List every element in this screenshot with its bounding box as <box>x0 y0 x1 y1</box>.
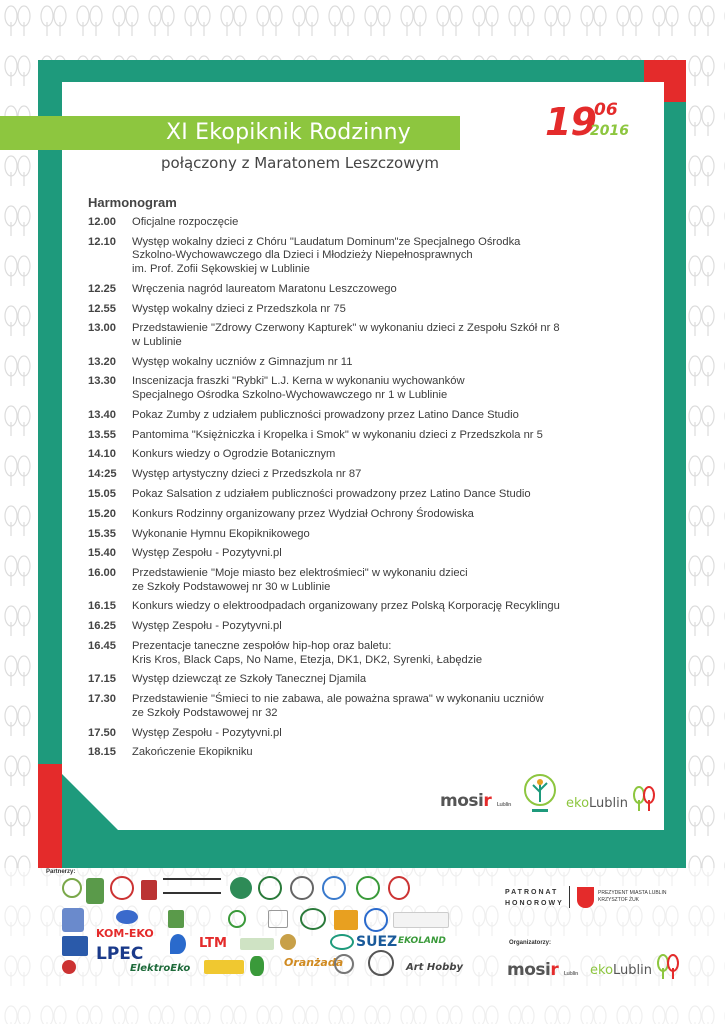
partner-logo-26 <box>62 960 76 974</box>
footer-mosir-logo-r: r <box>550 960 559 980</box>
event-title: XI Ekopiknik Rodzinny <box>166 120 411 145</box>
partner-logo-11 <box>388 876 410 900</box>
schedule-item <box>88 673 648 687</box>
footer-mosir-logo-text: mosi <box>507 960 551 980</box>
schedule-time: 12.25 <box>88 282 116 295</box>
schedule-time: 13.55 <box>88 428 116 441</box>
schedule-item <box>88 600 648 614</box>
schedule-description: Występ Zespołu - Pozytyvni.pl <box>132 726 282 739</box>
partner-logo-13 <box>116 910 138 924</box>
partner-logo-25 <box>330 934 354 950</box>
schedule-item <box>88 356 648 370</box>
partner-logo-7 <box>258 876 282 900</box>
partner-logo-27 <box>204 960 244 974</box>
schedule-item <box>88 620 648 634</box>
partner-logo-18 <box>334 910 358 930</box>
partner-logo-17 <box>300 908 326 930</box>
schedule-description: Inscenizacja fraszki "Rybki" L.J. Kerna w wykonaniu wychowanków Specjalnego Ośrodka Szkolno-Wychowawczego nr 1 w Lublinie <box>132 375 465 402</box>
event-subtitle: połączony z Maratonem Leszczowym <box>161 154 439 172</box>
schedule-time: 16.00 <box>88 567 116 580</box>
schedule-time: 17.30 <box>88 693 116 706</box>
partner-logo-9 <box>322 876 346 900</box>
partner-logo-20 <box>393 912 449 928</box>
schedule-time: 15.05 <box>88 487 116 500</box>
schedule-description: Pokaz Zumby z udziałem publiczności prowadzony przez Latino Dance Studio <box>132 408 519 421</box>
patronat-line-2: HONOROWY <box>505 900 564 907</box>
schedule-description: Konkurs wiedzy o elektroodpadach organizowany przez Polską Korporację Recyklingu <box>132 600 560 613</box>
patronat-line-1: PATRONAT <box>505 889 559 896</box>
schedule-item <box>88 508 648 522</box>
ekolublin-logo-suffix: Lublin <box>589 796 628 811</box>
schedule-time: 12.00 <box>88 216 116 228</box>
partners-label: Partnerzy: <box>46 869 76 875</box>
schedule-description: Konkurs wiedzy o Ogrodzie Botanicznym <box>132 448 336 461</box>
schedule-item <box>88 283 648 297</box>
schedule-time: 17.50 <box>88 726 116 739</box>
schedule-description: Występ artystyczny dzieci z Przedszkola nr 87 <box>132 468 362 481</box>
date-year: 2016 <box>590 123 629 139</box>
partner-logo-5 <box>163 878 221 894</box>
schedule-list <box>88 216 648 766</box>
ogrod-logo-icon <box>522 772 558 816</box>
partner-oranzada: Oranżada <box>284 956 344 969</box>
schedule-time: 14.10 <box>88 448 116 461</box>
schedule-item <box>88 322 648 349</box>
footer-ekolublin-logo <box>590 963 652 978</box>
date-day: 19 <box>545 100 596 144</box>
partner-logo-14 <box>168 910 184 928</box>
schedule-description: Oficjalne rozpoczęcie <box>132 216 239 228</box>
schedule-time: 17.15 <box>88 673 116 686</box>
ekolublin-logo <box>566 796 628 811</box>
schedule-item <box>88 727 648 741</box>
president-line-1: PREZYDENT MIASTA LUBLIN <box>598 890 667 896</box>
schedule-time: 16.15 <box>88 600 116 613</box>
schedule-item <box>88 303 648 317</box>
schedule-item <box>88 528 648 542</box>
partner-logo-10 <box>356 876 380 900</box>
partner-komeko: KOM-EKO <box>96 927 154 940</box>
schedule-item <box>88 448 648 462</box>
partner-logo-28 <box>250 956 264 976</box>
partner-suez: SUEZ <box>356 934 398 950</box>
schedule-description: Występ Zespołu - Pozytyvni.pl <box>132 620 282 633</box>
schedule-description: Występ wokalny uczniów z Gimnazjum nr 11 <box>132 355 353 368</box>
footer-mosir-logo <box>507 960 578 980</box>
partner-logo-15 <box>228 910 246 928</box>
partner-logo-23 <box>240 938 274 950</box>
schedule-heading: Harmonogram <box>88 195 177 210</box>
footer-ekolublin-suffix: Lublin <box>613 963 652 978</box>
schedule-item <box>88 547 648 561</box>
schedule-time: 15.35 <box>88 527 116 540</box>
schedule-description: Występ wokalny dzieci z Chóru "Laudatum Dominum"ze Specjalnego Ośrodka Szkolno-Wychowawczego dla Dzieci i Młodzieży Niepełnosprawnych im. Prof. Zofii Sękowskiej w Lublinie <box>132 235 521 275</box>
partner-logo-19 <box>364 908 388 932</box>
partner-arthobby: Art Hobby <box>406 962 464 973</box>
partner-logo-12 <box>62 908 84 932</box>
ekolublin-logo-prefix: eko <box>566 796 590 811</box>
schedule-description: Przedstawienie "Moje miasto bez elektrośmieci" w wykonaniu dzieci ze Szkoły Podstawowej nr 30 w Lublinie <box>132 567 468 593</box>
schedule-item <box>88 746 648 760</box>
partner-logo-16 <box>268 910 288 928</box>
partner-logo-1 <box>62 878 82 898</box>
partner-ltm: LTM <box>199 936 227 951</box>
partner-lpec: LPEC <box>96 944 144 964</box>
schedule-description: Wykonanie Hymnu Ekopiknikowego <box>132 527 310 540</box>
schedule-time: 18.15 <box>88 746 116 759</box>
partner-ekoland: EKOLAND <box>398 936 446 946</box>
president-label <box>598 890 666 904</box>
schedule-time: 13.20 <box>88 355 116 368</box>
schedule-description: Prezentacje taneczne zespołów hip-hop oraz baletu: Kris Kros, Black Caps, No Name, Etezja, DK1, DK2, Syrenki, Łabędzie <box>132 640 483 666</box>
footer-ekolublin-prefix: eko <box>590 963 614 978</box>
schedule-description: Pantomima "Księżniczka i Kropelka i Smok" w wykonaniu dzieci z Przedszkola nr 5 <box>132 428 543 441</box>
partner-logo-6 <box>230 877 252 899</box>
schedule-time: 13.40 <box>88 408 116 421</box>
organizers-label: Organizatorzy: <box>509 940 552 946</box>
schedule-item <box>88 488 648 502</box>
mosir-logo-text: mosi <box>440 791 484 811</box>
ekolublin-tree-icon <box>632 786 656 812</box>
schedule-item <box>88 468 648 482</box>
schedule-item <box>88 409 648 423</box>
corner-accent-bottom-left <box>38 764 62 868</box>
schedule-item <box>88 236 648 277</box>
partner-logo-8 <box>290 876 314 900</box>
schedule-time: 15.40 <box>88 547 116 560</box>
schedule-time: 15.20 <box>88 507 116 520</box>
schedule-item <box>88 375 648 402</box>
schedule-time: 14:25 <box>88 468 117 481</box>
patronat-divider <box>569 886 570 908</box>
schedule-item <box>88 429 648 443</box>
schedule-time: 13.30 <box>88 375 116 388</box>
schedule-description: Zakończenie Ekopikniku <box>132 746 253 759</box>
schedule-item <box>88 567 648 594</box>
schedule-description: Przedstawienie "Zdrowy Czerwony Kapturek" w wykonaniu dzieci z Zespołu Szkół nr 8 w Lublinie <box>132 322 560 348</box>
schedule-description: Występ Zespołu - Pozytyvni.pl <box>132 547 282 560</box>
partner-logo-21 <box>62 936 88 956</box>
partner-logo-24 <box>280 934 296 950</box>
schedule-time: 12.10 <box>88 235 116 248</box>
partner-logo-4 <box>141 880 157 900</box>
schedule-description: Występ wokalny dzieci z Przedszkola nr 75 <box>132 302 346 315</box>
footer-ekolublin-tree-icon <box>656 954 680 980</box>
partner-elektroeko: ElektroEko <box>130 963 191 974</box>
partner-logo-29 <box>334 954 354 974</box>
schedule-item <box>88 693 648 720</box>
schedule-item <box>88 640 648 667</box>
mosir-logo-tag: Lublin <box>496 802 511 808</box>
president-line-2: KRZYSZTOF ŻUK <box>598 897 640 903</box>
mosir-logo-r: r <box>483 791 492 811</box>
schedule-time: 16.25 <box>88 620 116 633</box>
lublin-crest-icon <box>577 887 594 908</box>
partner-logo-2 <box>86 878 104 904</box>
schedule-item <box>88 216 648 230</box>
date-month: 06 <box>594 100 618 120</box>
partner-logo-22 <box>170 934 186 954</box>
schedule-time: 12.55 <box>88 302 116 315</box>
patronat-honorowy-label <box>505 887 564 909</box>
schedule-description: Konkurs Rodzinny organizowany przez Wydział Ochrony Środowiska <box>132 507 474 520</box>
mosir-logo <box>440 791 511 811</box>
schedule-description: Przedstawienie "Śmieci to nie zabawa, ale poważna sprawa" w wykonaniu uczniów ze Szkoły Podstawowej nr 32 <box>132 693 544 719</box>
schedule-time: 16.45 <box>88 640 116 653</box>
partner-logo-3 <box>110 876 134 900</box>
schedule-description: Występ dziewcząt ze Szkoły Tanecznej Djamila <box>132 673 367 686</box>
partner-logo-30 <box>368 950 394 976</box>
footer-mosir-logo-tag: Lublin <box>563 971 578 977</box>
schedule-time: 13.00 <box>88 322 116 335</box>
schedule-description: Wręczenia nagród laureatom Maratonu Leszczowego <box>132 282 397 295</box>
schedule-description: Pokaz Salsation z udziałem publiczności prowadzony przez Latino Dance Studio <box>132 487 531 500</box>
